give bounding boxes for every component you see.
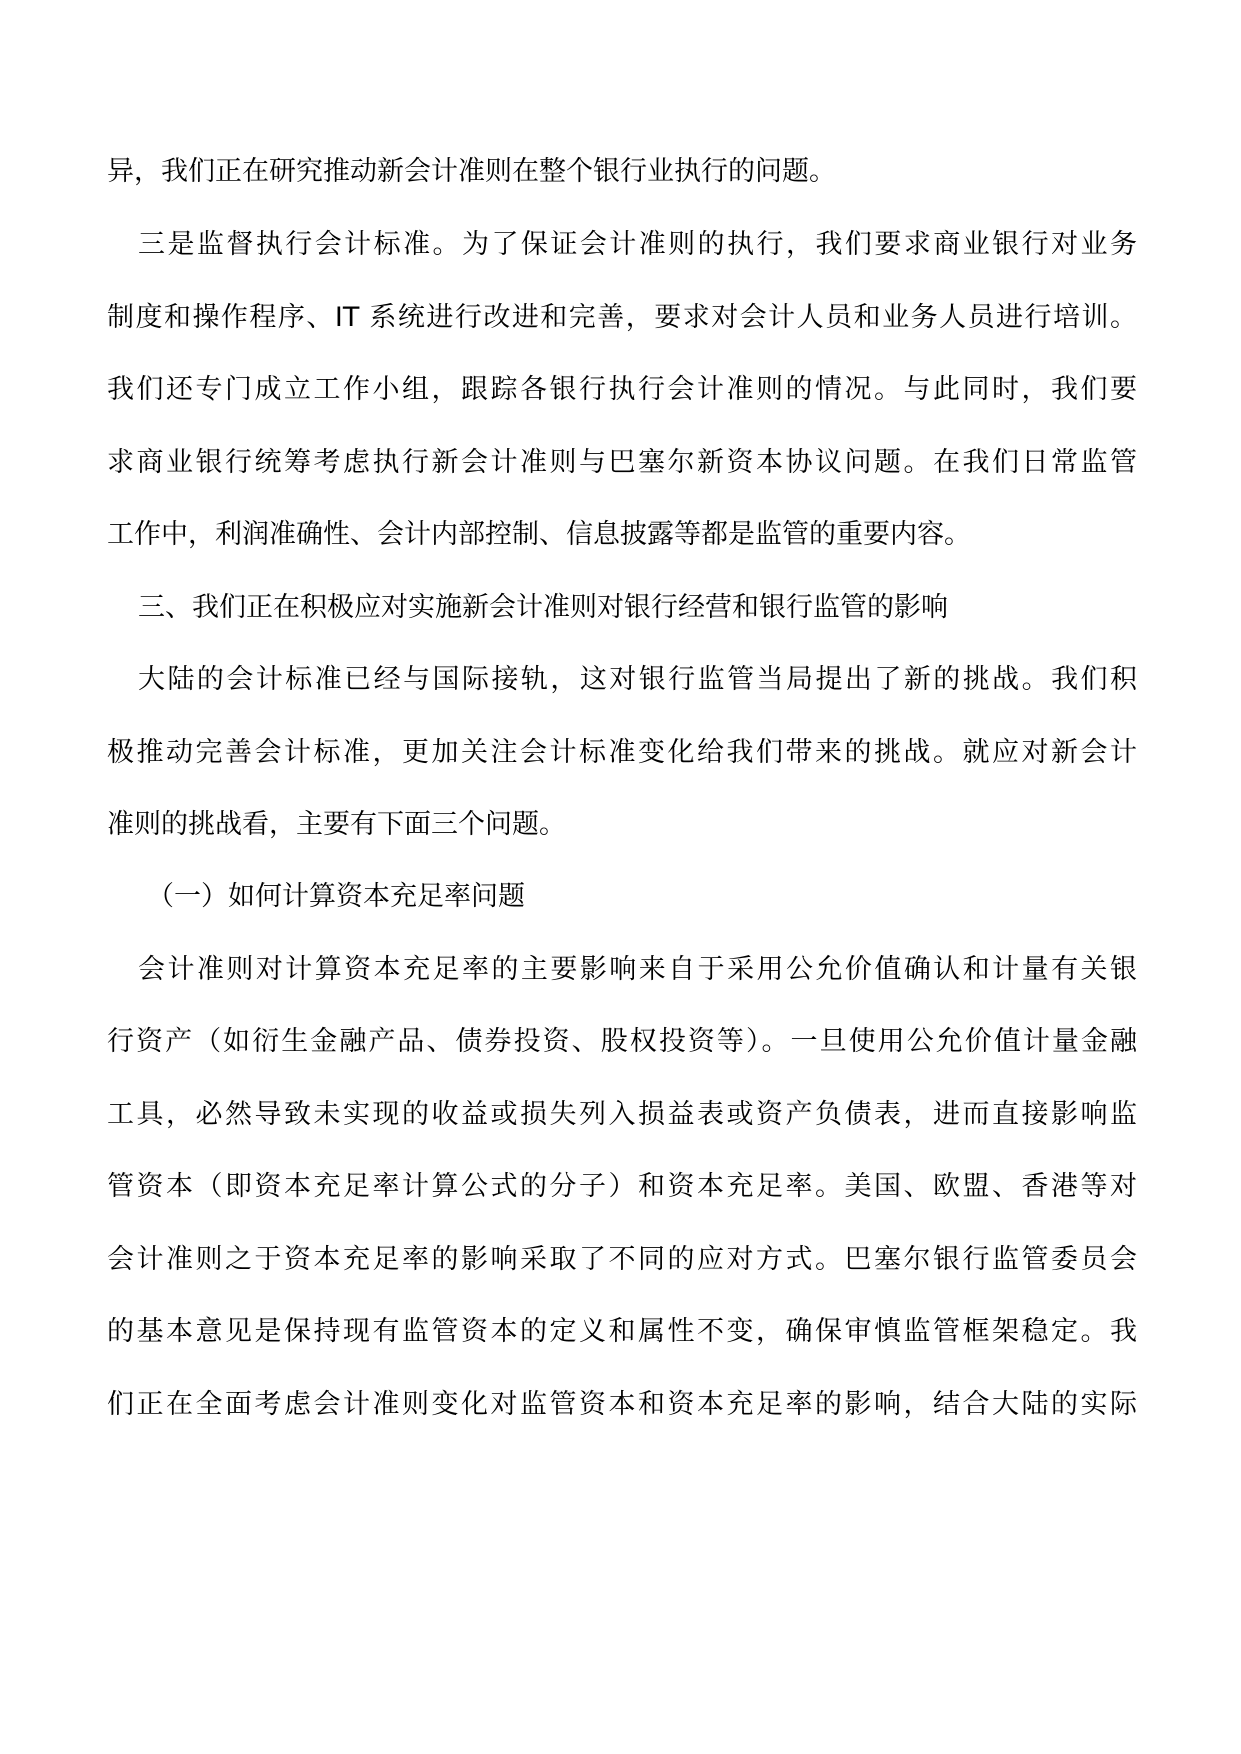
- text-line: 会计准则之于资本充足率的影响采取了不同的应对方式。巴塞尔银行监管委员会: [107, 1244, 1137, 1275]
- text-line: 的基本意见是保持现有监管资本的定义和属性不变，确保审慎监管框架稳定。我: [107, 1316, 1137, 1347]
- paragraph-start-line: 三是监督执行会计标准。为了保证会计准则的执行，我们要求商业银行对业务: [138, 229, 1137, 260]
- text-line: 制度和操作程序、IT 系统进行改进和完善，要求对会计人员和业务人员进行培训。: [107, 302, 1137, 333]
- text-line: 工具，必然导致未实现的收益或损失列入损益表或资产负债表，进而直接影响监: [107, 1099, 1137, 1130]
- paragraph-start-line: 会计准则对计算资本充足率的主要影响来自于采用公允价值确认和计量有关银: [138, 954, 1137, 985]
- text-line: 准则的挑战看，主要有下面三个问题。: [107, 809, 566, 840]
- text-line: 我们还专门成立工作小组，跟踪各银行执行会计准则的情况。与此同时，我们要: [107, 374, 1137, 405]
- text-line: 工作中，利润准确性、会计内部控制、信息披露等都是监管的重要内容。: [107, 519, 971, 550]
- text-line: 求商业银行统筹考虑执行新会计准则与巴塞尔新资本协议问题。在我们日常监管: [107, 447, 1137, 478]
- subsection-heading: （一）如何计算资本充足率问题: [147, 881, 525, 912]
- text-line: 异，我们正在研究推动新会计准则在整个银行业执行的问题。: [107, 156, 836, 187]
- text-line: 极推动完善会计标准，更加关注会计标准变化给我们带来的挑战。就应对新会计: [107, 737, 1137, 768]
- paragraph-start-line: 大陆的会计标准已经与国际接轨，这对银行监管当局提出了新的挑战。我们积: [138, 664, 1137, 695]
- text-line: 行资产（如衍生金融产品、债券投资、股权投资等）。一旦使用公允价值计量金融: [107, 1026, 1137, 1057]
- text-line: 管资本（即资本充足率计算公式的分子）和资本充足率。美国、欧盟、香港等对: [107, 1171, 1137, 1202]
- section-heading: 三、我们正在积极应对实施新会计准则对银行经营和银行监管的影响: [138, 592, 948, 623]
- text-line: 们正在全面考虑会计准则变化对监管资本和资本充足率的影响，结合大陆的实际: [107, 1389, 1137, 1420]
